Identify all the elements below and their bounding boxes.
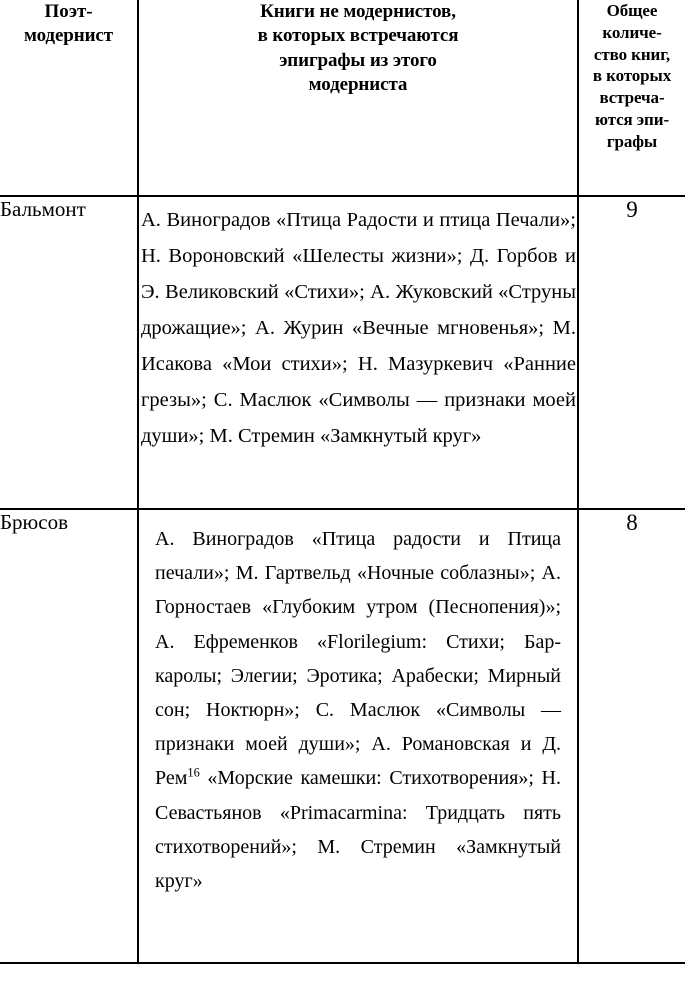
column-header-count-line-2: количе- (602, 22, 662, 42)
column-header-books-line-1: Книги не модернистов, (260, 1, 456, 22)
column-header-poet (0, 0, 138, 196)
column-header-count-line-3: ство книг, (593, 44, 671, 64)
column-header-books-line-2: в которых встречаются (257, 25, 459, 47)
column-header-count-line-1: Общее (606, 1, 658, 20)
book-count-cell: 8 (578, 509, 685, 963)
table-row (0, 509, 685, 963)
books-list-cell: А. Виноградов «Птица радости и Птица печали»; М. Гартвельд «Ночные соблазны»; А. Горностаев «Глубоким утром (Песнопения)»; А. Ефременков «Florilegium: Стихи; Баркаролы; Элегии; Эротика; Арабески; Мирный сон; Ноктюрн»; С. Маслюк «Символы — признаки моей души»; А. Романовская и Д. Рем$^{16}$ «Морские камешки: Стихотворения»; Н. Севастьянов «Primacarmina: Тридцать пять стихотворений»; М. Стремин «Замкнутый круг» (138, 509, 578, 963)
column-header-count-line-6: ются эпи- (594, 109, 669, 129)
column-header-count-line-7: графы (606, 131, 658, 151)
table-header (0, 0, 685, 196)
column-header-books-line-3: эпиграфы из этого (279, 49, 437, 71)
column-header-count-line-4: в которых (592, 66, 672, 86)
poet-name-cell: Брюсов (0, 509, 138, 963)
table-body (0, 196, 685, 963)
books-list-cell: А. Виноградов «Птица Радости и птица Печали»; Н. Вороновский «Шелесты жизни»; Д. Горбов и Э. Великовский «Стихи»; А. Жуковский «Струны дрожащие»; А. Журин «Вечные мгновенья»; М. Исакова «Мои стихи»; Н. Мазуркевич «Ранние грезы»; С. Маслюк «Символы — признаки моей души»; М. Стремин «Замкнутый круг» (138, 196, 578, 509)
table-row (0, 196, 685, 509)
column-header-poet-line-1: Поэт- (44, 1, 93, 22)
column-header-books-line-4: модерниста (308, 73, 408, 95)
column-header-count (578, 0, 685, 196)
book-count-cell: 9 (578, 196, 685, 509)
column-header-books (138, 0, 578, 196)
poet-name-cell: Бальмонт (0, 196, 138, 509)
column-header-count-line-5: встреча- (599, 88, 665, 107)
table-header-row (0, 0, 685, 196)
column-header-poet-line-2: модернист (23, 25, 114, 47)
